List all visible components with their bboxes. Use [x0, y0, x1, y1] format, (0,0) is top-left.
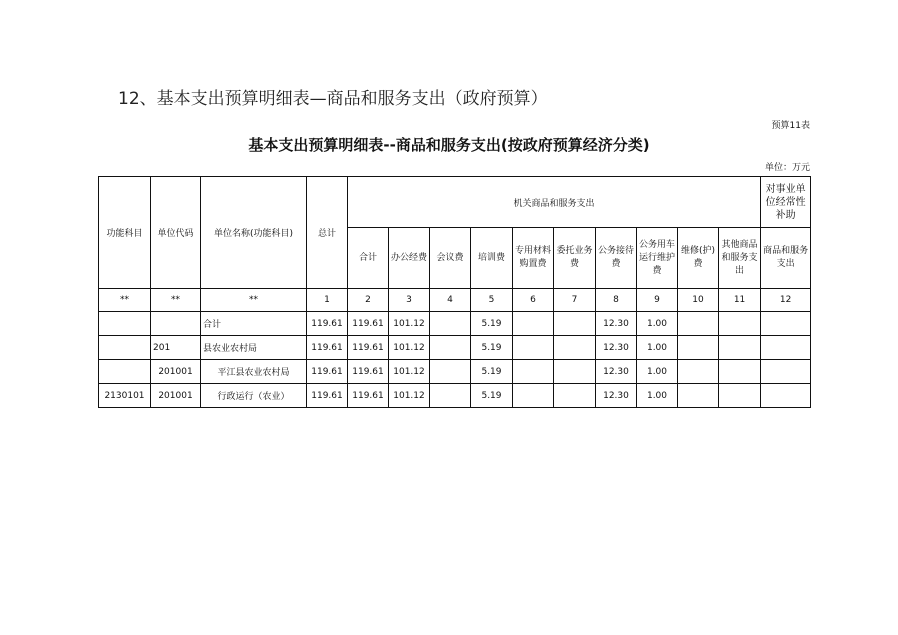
cell-value: 1.00 — [637, 336, 678, 360]
header-col: 公务用车运行维护费 — [637, 228, 678, 289]
header-row-group — [99, 177, 811, 228]
cell-value — [430, 360, 471, 384]
cell-value — [430, 312, 471, 336]
index-cell: 4 — [430, 289, 471, 312]
cell-value: 1.00 — [637, 360, 678, 384]
index-cell: 10 — [678, 289, 719, 312]
cell-value: 101.12 — [389, 384, 430, 408]
cell-value: 119.61 — [307, 336, 348, 360]
cell-value — [761, 360, 811, 384]
budget-table — [98, 176, 811, 408]
cell-value: 119.61 — [307, 384, 348, 408]
header-code: 单位代码 — [151, 177, 201, 289]
cell-value — [554, 312, 596, 336]
cell-value — [430, 336, 471, 360]
header-col: 维修(护)费 — [678, 228, 719, 289]
index-cell: 7 — [554, 289, 596, 312]
index-cell: 8 — [596, 289, 637, 312]
cell-value — [430, 384, 471, 408]
index-cell: 12 — [761, 289, 811, 312]
index-cell: 3 — [389, 289, 430, 312]
header-col: 公务接待费 — [596, 228, 637, 289]
table-title: 基本支出预算明细表--商品和服务支出(按政府预算经济分类) — [248, 136, 650, 154]
cell-value — [554, 336, 596, 360]
cell-value — [719, 384, 761, 408]
header-col: 商品和服务支出 — [761, 228, 811, 289]
cell-value — [554, 360, 596, 384]
cell-value: 5.19 — [471, 312, 513, 336]
cell-value — [761, 312, 811, 336]
table-row — [99, 384, 811, 408]
cell-name: 合计 — [201, 312, 307, 336]
index-cell: ** — [201, 289, 307, 312]
cell-value — [678, 360, 719, 384]
cell-value: 1.00 — [637, 312, 678, 336]
index-cell: 2 — [348, 289, 389, 312]
cell-value: 12.30 — [596, 312, 637, 336]
cell-value: 119.61 — [348, 312, 389, 336]
header-group-agency: 机关商品和服务支出 — [348, 177, 761, 228]
cell-value: 5.19 — [471, 360, 513, 384]
cell-value: 119.61 — [307, 360, 348, 384]
header-group-subsidy: 对事业单位经常性补助 — [761, 177, 811, 228]
cell-value — [678, 336, 719, 360]
cell-value — [513, 384, 554, 408]
cell-value — [513, 312, 554, 336]
index-cell: 6 — [513, 289, 554, 312]
cell-value — [719, 360, 761, 384]
cell-value — [678, 384, 719, 408]
cell-name: 县农业农村局 — [201, 336, 307, 360]
cell-value: 5.19 — [471, 336, 513, 360]
header-col: 合计 — [348, 228, 389, 289]
cell-value — [513, 360, 554, 384]
cell-code: 201001 — [151, 360, 201, 384]
table-row — [99, 312, 811, 336]
cell-value — [554, 384, 596, 408]
header-col: 委托业务费 — [554, 228, 596, 289]
index-cell: ** — [99, 289, 151, 312]
header-col: 会议费 — [430, 228, 471, 289]
index-row — [99, 289, 811, 312]
cell-value: 12.30 — [596, 336, 637, 360]
section-heading: 12、基本支出预算明细表—商品和服务支出（政府预算） — [118, 89, 548, 109]
index-cell: 1 — [307, 289, 348, 312]
cell-value: 101.12 — [389, 312, 430, 336]
cell-value: 119.61 — [348, 384, 389, 408]
cell-value — [761, 384, 811, 408]
index-cell: 9 — [637, 289, 678, 312]
index-cell: 5 — [471, 289, 513, 312]
table-row — [99, 360, 811, 384]
table-row — [99, 336, 811, 360]
cell-name: 平江县农业农村局 — [201, 360, 307, 384]
cell-value — [513, 336, 554, 360]
cell-code — [151, 312, 201, 336]
cell-value: 5.19 — [471, 384, 513, 408]
cell-value: 12.30 — [596, 384, 637, 408]
cell-func: 2130101 — [99, 384, 151, 408]
cell-value: 1.00 — [637, 384, 678, 408]
cell-name: 行政运行（农业） — [201, 384, 307, 408]
header-col: 办公经费 — [389, 228, 430, 289]
header-name: 单位名称(功能科目) — [201, 177, 307, 289]
cell-value: 101.12 — [389, 360, 430, 384]
header-func: 功能科目 — [99, 177, 151, 289]
index-cell: ** — [151, 289, 201, 312]
cell-value: 119.61 — [307, 312, 348, 336]
cell-value — [719, 336, 761, 360]
header-col: 其他商品和服务支出 — [719, 228, 761, 289]
cell-code: 201001 — [151, 384, 201, 408]
cell-value: 12.30 — [596, 360, 637, 384]
form-number: 预算11表 — [771, 121, 810, 131]
header-col: 培训费 — [471, 228, 513, 289]
cell-func — [99, 336, 151, 360]
cell-value: 119.61 — [348, 336, 389, 360]
cell-code: 201 — [151, 336, 201, 360]
header-total: 总计 — [307, 177, 348, 289]
cell-func — [99, 312, 151, 336]
index-cell: 11 — [719, 289, 761, 312]
header-col: 专用材料购置费 — [513, 228, 554, 289]
unit-label: 单位：万元 — [764, 163, 810, 173]
cell-func — [99, 360, 151, 384]
cell-value: 119.61 — [348, 360, 389, 384]
cell-value — [678, 312, 719, 336]
cell-value — [719, 312, 761, 336]
cell-value — [761, 336, 811, 360]
cell-value: 101.12 — [389, 336, 430, 360]
